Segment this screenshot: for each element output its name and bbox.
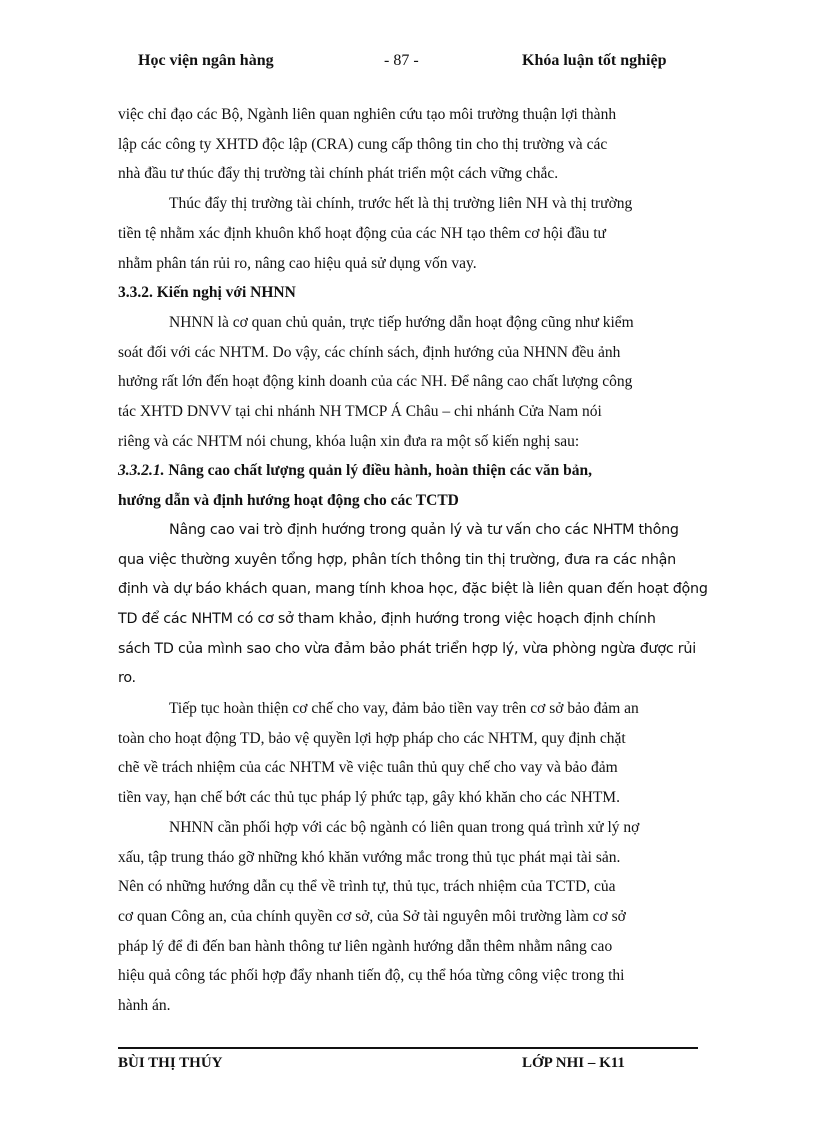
text-line: định và dự báo khách quan, mang tính khoa học, đặc biệt là liên quan đến hoạt động (118, 581, 708, 598)
text-line: Tiếp tục hoàn thiện cơ chế cho vay, đảm bảo tiền vay trên cơ sở bảo đảm an (169, 700, 639, 718)
text-line: qua việc thường xuyên tổng hợp, phân tích thông tin thị trường, đưa ra các nhận (118, 551, 676, 568)
text-line: toàn cho hoạt động TD, bảo vệ quyền lợi hợp pháp cho các NHTM, quy định chặt (118, 729, 626, 747)
text-line: tác XHTD DNVV tại chi nhánh NH TMCP Á Châu – chi nhánh Cửa Nam nói (118, 403, 602, 421)
text-line: hành án. (118, 997, 171, 1015)
section-heading-3-3-2-1 (118, 456, 698, 515)
page-body (118, 100, 708, 1021)
paragraph-nhnn-role (118, 308, 698, 457)
text-line: xấu, tập trung tháo gỡ những khó khăn vướng mắc trong thủ tục phát mại tài sản. (118, 848, 621, 866)
header-document-type: Khóa luận tốt nghiệp (522, 52, 667, 69)
text-line: cơ quan Công an, của chính quyền cơ sở, của Sở tài nguyên môi trường làm cơ sở (118, 907, 626, 925)
paragraph-continuation (118, 100, 698, 189)
text-line: TD để các NHTM có cơ sở tham khảo, định hướng trong việc hoạch định chính (118, 610, 656, 627)
section-heading-3-3-2: 3.3.2. Kiến nghị với NHNN (118, 284, 296, 302)
text-line: riêng và các NHTM nói chung, khóa luận xin đưa ra một số kiến nghị sau: (118, 432, 580, 450)
paragraph-financial-market (118, 189, 698, 278)
page-header (0, 52, 816, 74)
text-line: lập các công ty XHTD độc lập (CRA) cung cấp thông tin cho thị trường và các (118, 135, 608, 153)
paragraph-orientation (118, 516, 708, 694)
heading-line: hướng dẫn và định hướng hoạt động cho các TCTD (118, 492, 459, 510)
page-number: - 87 - (384, 52, 419, 69)
text-line: Thúc đẩy thị trường tài chính, trước hết là thị trường liên NH và thị trường (169, 195, 633, 213)
text-line: Nâng cao vai trò định hướng trong quản lý và tư vấn cho các NHTM thông (169, 521, 679, 538)
text-line: pháp lý để đi đến ban hành thông tư liên ngành hướng dẫn thêm nhằm nâng cao (118, 937, 613, 955)
text-line: nhằm phân tán rủi ro, nâng cao hiệu quả sử dụng vốn vay. (118, 254, 477, 272)
footer-divider (118, 1047, 698, 1049)
footer-class: LỚP NHI – K11 (522, 1055, 625, 1071)
text-line: ro. (118, 670, 136, 687)
header-institution: Học viện ngân hàng (138, 52, 274, 69)
text-line: hiệu quả công tác phối hợp đẩy nhanh tiến độ, cụ thể hóa từng công việc trong thi (118, 967, 625, 985)
text-line: tiền vay, hạn chế bớt các thủ tục pháp lý phức tạp, gây khó khăn cho các NHTM. (118, 789, 620, 807)
text-line: hưởng rất lớn đến hoạt động kinh doanh của các NH. Để nâng cao chất lượng công (118, 373, 633, 391)
text-line: NHNN cần phối hợp với các bộ ngành có liên quan trong quá trình xử lý nợ (169, 818, 640, 836)
footer-author: BÙI THỊ THÚY (118, 1055, 223, 1071)
text-line: nhà đầu tư thúc đẩy thị trường tài chính phát triển một cách vững chắc. (118, 165, 559, 183)
text-line: soát đối với các NHTM. Do vậy, các chính sách, định hướng của NHNN đều ảnh (118, 343, 621, 361)
heading-text: Nâng cao chất lượng quản lý điều hành, hoàn thiện các văn bản, (164, 462, 592, 480)
text-line: tiền tệ nhằm xác định khuôn khổ hoạt động của các NH tạo thêm cơ hội đầu tư (118, 224, 606, 242)
paragraph-bad-debt (118, 813, 698, 1021)
text-line: chẽ về trách nhiệm của các NHTM về việc tuân thủ quy chế cho vay và bảo đảm (118, 759, 618, 777)
heading-line (118, 456, 698, 486)
text-line: sách TD của mình sao cho vừa đảm bảo phát triển hợp lý, vừa phòng ngừa được rủi (118, 640, 696, 657)
text-line: Nên có những hướng dẫn cụ thể về trình tự, thủ tục, trách nhiệm của TCTD, của (118, 878, 616, 896)
paragraph-lending-mechanism (118, 694, 698, 813)
text-line: việc chỉ đạo các Bộ, Ngành liên quan nghiên cứu tạo môi trường thuận lợi thành (118, 106, 617, 123)
heading-number: 3.3.2.1. (118, 462, 165, 480)
text-line: NHNN là cơ quan chủ quản, trực tiếp hướng dẫn hoạt động cũng như kiểm (169, 313, 634, 331)
page-footer (0, 1055, 816, 1077)
